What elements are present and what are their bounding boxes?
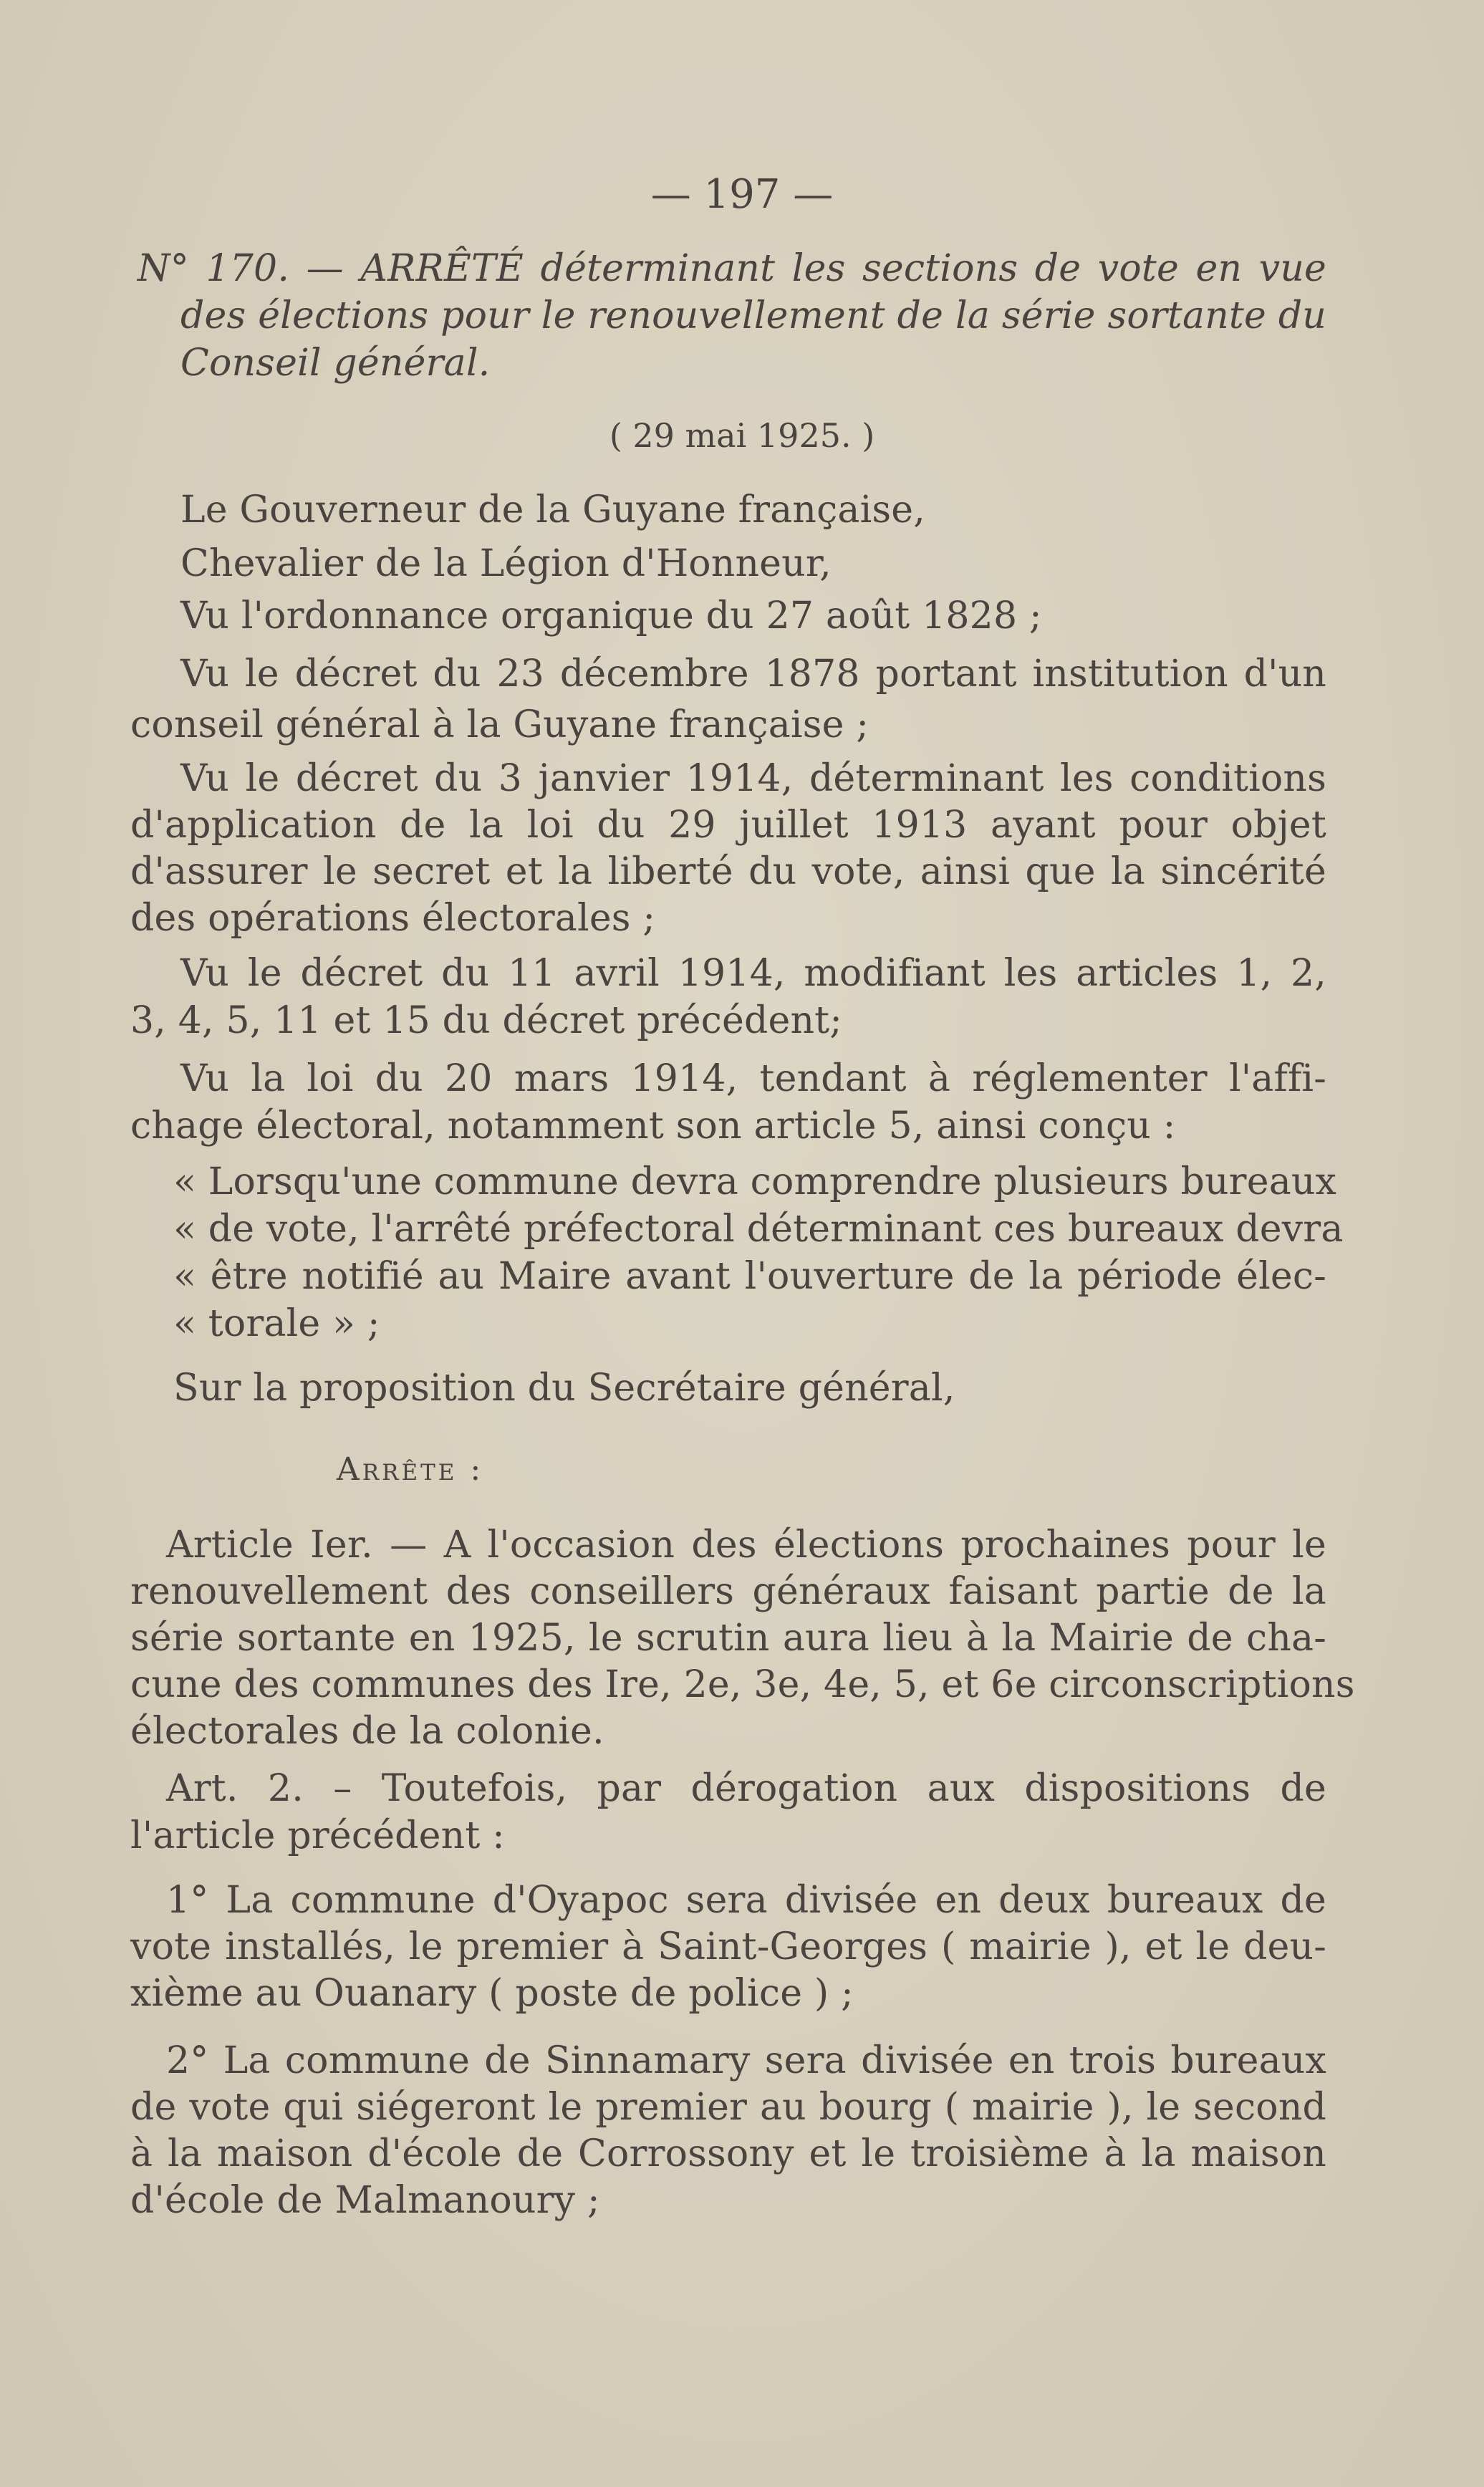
- article-line-12: de vote qui siégeront le premier au bourg ( mairie ), le second: [130, 2086, 1326, 2129]
- article-line-14: d'école de Malmanoury ;: [130, 2179, 600, 2222]
- body-line-5: conseil général à la Guyane française ;: [130, 703, 869, 746]
- quote-line-1: « Lorsqu'une commune devra comprendre plusieurs bureaux: [173, 1160, 1337, 1203]
- title-line-1: N° 170. — ARRÊTÉ déterminant les sections de vote en vue: [138, 247, 1326, 290]
- body-line-1: Le Gouverneur de la Guyane française,: [180, 489, 926, 531]
- body-line-proposal: Sur la proposition du Secrétaire général,: [173, 1367, 955, 1410]
- body-line-10: Vu le décret du 11 avril 1914, modifiant les articles 1, 2,: [180, 952, 1326, 995]
- body-line-6: Vu le décret du 3 janvier 1914, déterminant les conditions: [180, 757, 1326, 800]
- article-line-11: 2° La commune de Sinnamary sera divisée en trois bureaux: [166, 2039, 1326, 2082]
- body-line-9: des opérations électorales ;: [130, 897, 656, 940]
- body-line-3: Vu l'ordonnance organique du 27 août 1828 ;: [180, 595, 1042, 638]
- body-line-7: d'application de la loi du 29 juillet 1913 ayant pour objet: [130, 804, 1326, 847]
- body-line-13: chage électoral, notamment son article 5, ainsi conçu :: [130, 1105, 1176, 1148]
- article-line-13: à la maison d'école de Corrossony et le troisième à la maison: [130, 2132, 1326, 2175]
- body-line-12: Vu la loi du 20 mars 1914, tendant à réglementer l'affi-: [180, 1057, 1326, 1100]
- article-line-7: l'article précédent :: [130, 1814, 505, 1857]
- article-line-8: 1° La commune d'Oyapoc sera divisée en deux bureaux de: [166, 1879, 1326, 1922]
- body-line-11: 3, 4, 5, 11 et 15 du décret précédent;: [130, 999, 842, 1042]
- body-line-4: Vu le décret du 23 décembre 1878 portant institution d'un: [180, 653, 1326, 696]
- title-line-3: Conseil général.: [180, 342, 491, 385]
- article-line-4: cune des communes des Ire, 2e, 3e, 4e, 5, et 6e circonscriptions: [130, 1663, 1355, 1706]
- quote-line-3: « être notifié au Maire avant l'ouverture de la période élec-: [173, 1255, 1326, 1298]
- article-line-2: renouvellement des conseillers généraux faisant partie de la: [130, 1570, 1326, 1613]
- article-line-1: Article Ier. — A l'occasion des élections prochaines pour le: [166, 1524, 1326, 1567]
- article-line-5: électorales de la colonie.: [130, 1710, 604, 1753]
- article-line-10: xième au Ouanary ( poste de police ) ;: [130, 1972, 854, 2015]
- article-line-6: Art. 2. – Toutefois, par dérogation aux dispositions de: [166, 1767, 1326, 1810]
- page-number: — 197 —: [650, 171, 834, 218]
- decree-date: ( 29 mai 1925. ): [609, 416, 875, 455]
- quote-line-4: « torale » ;: [173, 1302, 380, 1345]
- body-line-2: Chevalier de la Légion d'Honneur,: [180, 542, 832, 585]
- article-line-3: série sortante en 1925, le scrutin aura lieu à la Mairie de cha-: [130, 1617, 1326, 1660]
- body-line-8: d'assurer le secret et la liberté du vote, ainsi que la sincérité: [130, 850, 1326, 893]
- arrete-heading: Arrête :: [337, 1451, 484, 1488]
- article-line-9: vote installés, le premier à Saint-Georges ( mairie ), et le deu-: [130, 1925, 1326, 1968]
- title-line-2: des élections pour le renouvellement de la série sortante du: [180, 294, 1326, 337]
- quote-line-2: « de vote, l'arrêté préfectoral déterminant ces bureaux devra: [173, 1208, 1344, 1251]
